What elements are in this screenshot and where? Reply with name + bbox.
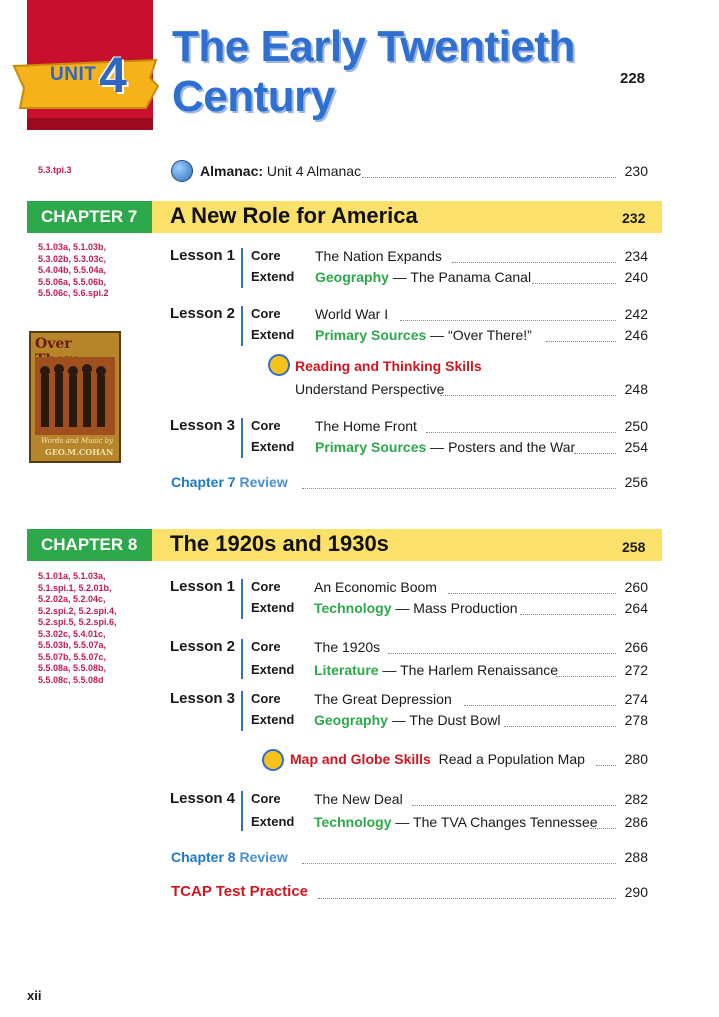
review-chapter: Chapter 7	[171, 474, 236, 490]
standard-line: 5.5.03b, 5.5.07a,	[38, 640, 107, 650]
dot-leader	[302, 488, 616, 489]
standard-line: 5.1.01a, 5.1.03a,	[38, 571, 106, 581]
core-page: 260	[624, 579, 648, 595]
chapter-7-review[interactable]	[171, 472, 288, 492]
standard-line: 5.3.02c, 5.4.01c,	[38, 628, 106, 639]
lesson-divider	[241, 791, 243, 831]
lesson-divider	[241, 418, 243, 458]
lesson-divider	[241, 639, 243, 679]
dot-leader	[590, 828, 616, 829]
extend-topic: Primary Sources	[315, 439, 427, 455]
extend-topic: Primary Sources	[315, 327, 427, 343]
extend-entry[interactable]	[314, 660, 558, 680]
almanac-label: Almanac:	[200, 163, 264, 179]
review-chapter: Chapter 8	[171, 849, 236, 865]
core-page: 234	[624, 248, 648, 264]
standard-line: 5.5.07b, 5.5.07c,	[38, 651, 107, 662]
dot-leader	[546, 341, 616, 342]
core-page: 274	[624, 691, 648, 707]
extend-label: Extend	[251, 814, 295, 829]
extend-entry[interactable]	[314, 710, 500, 730]
cover-author: GEO.M.COHAN	[45, 447, 114, 457]
extend-entry[interactable]	[315, 325, 532, 345]
core-label: Core	[251, 691, 281, 706]
soldiers-illustration-icon	[35, 357, 115, 435]
dot-leader	[426, 432, 616, 433]
skill-page: 280	[624, 751, 648, 767]
skill-text[interactable]: Understand Perspective	[295, 381, 445, 397]
lesson-divider	[241, 691, 243, 731]
core-title[interactable]: The Home Front	[315, 418, 417, 434]
extend-page: 264	[624, 600, 648, 616]
dot-leader	[440, 395, 616, 396]
chapter-8-title[interactable]: The 1920s and 1930s	[170, 531, 389, 556]
extend-topic: Geography	[315, 269, 389, 285]
skill-title[interactable]: Reading and Thinking Skills	[295, 358, 482, 374]
almanac-standard: 5.3.tpi.3	[38, 165, 72, 175]
dot-leader	[574, 453, 616, 454]
dot-leader	[520, 614, 616, 615]
map-skills-globe-icon	[262, 749, 284, 771]
lesson-label: Lesson 1	[170, 578, 236, 595]
extend-page: 246	[624, 327, 648, 343]
extend-entry[interactable]	[315, 437, 575, 457]
extend-topic: Geography	[314, 712, 388, 728]
extend-title: — The Panama Canal	[388, 269, 532, 285]
lesson-divider	[241, 579, 243, 619]
dot-leader	[532, 283, 616, 284]
cover-subtitle: Words and Music by	[41, 437, 114, 445]
globe-icon	[171, 160, 193, 182]
standard-line: 5.1.03a, 5.1.03b,	[38, 242, 107, 252]
page-number: xii	[27, 988, 42, 1003]
dot-leader	[596, 765, 616, 766]
extend-title: — The TVA Changes Tennessee	[391, 814, 598, 830]
extend-page: 286	[624, 814, 648, 830]
skill-title: Map and Globe Skills	[290, 751, 431, 767]
chapter-8-standards	[38, 571, 117, 686]
standard-line: 5.5.08c, 5.5.08d	[38, 674, 104, 685]
unit-title-line2: Century	[172, 72, 335, 121]
chapter-7-page: 232	[622, 210, 646, 226]
extend-label: Extend	[251, 600, 295, 615]
chapter-7-label: CHAPTER 7	[27, 201, 152, 233]
almanac-text: Unit 4 Almanac	[266, 163, 362, 179]
dot-leader	[388, 653, 616, 654]
almanac-entry[interactable]	[200, 161, 361, 181]
dot-leader	[448, 593, 616, 594]
chapter-7-standards	[38, 242, 109, 300]
core-label: Core	[251, 639, 281, 654]
extend-topic: Technology	[314, 814, 392, 830]
chapter-7-title[interactable]: A New Role for America	[170, 203, 418, 228]
chapter-7-review-page: 256	[624, 474, 648, 490]
standard-line: 5.5.06c, 5.6.spi.2	[38, 288, 109, 298]
review-word: Review	[235, 474, 288, 490]
extend-title: — Posters and the War	[426, 439, 576, 455]
reading-skills-badge-icon	[268, 354, 290, 376]
dot-leader	[504, 726, 616, 727]
unit-title	[172, 22, 575, 122]
skill-entry[interactable]	[290, 749, 585, 769]
standard-line: 5.1.spi.1, 5.2.01b,	[38, 582, 112, 593]
chapter-8-page: 258	[622, 539, 646, 555]
core-label: Core	[251, 418, 281, 433]
lesson-label: Lesson 1	[170, 247, 236, 264]
extend-label: Extend	[251, 439, 295, 454]
tcap-test-practice[interactable]: TCAP Test Practice	[171, 883, 308, 900]
extend-topic: Literature	[314, 662, 379, 678]
unit-title-line1: The Early Twentieth	[172, 22, 575, 71]
extend-entry[interactable]	[314, 812, 598, 832]
lesson-divider	[241, 248, 243, 288]
extend-label: Extend	[251, 269, 295, 284]
core-page: 242	[624, 306, 648, 322]
dot-leader	[412, 805, 616, 806]
banner-stripe	[27, 118, 153, 130]
core-title[interactable]: The Nation Expands	[315, 248, 442, 264]
review-word: Review	[235, 849, 288, 865]
dot-leader	[400, 320, 616, 321]
unit-number: 4	[99, 47, 127, 103]
core-label: Core	[251, 579, 281, 594]
core-label: Core	[251, 791, 281, 806]
extend-title: — Mass Production	[391, 600, 518, 616]
core-title[interactable]: An Economic Boom	[314, 579, 437, 595]
extend-page: 240	[624, 269, 648, 285]
standard-line: 5.3.02b, 5.3.03c,	[38, 253, 107, 264]
extend-topic: Technology	[314, 600, 392, 616]
dot-leader	[464, 705, 616, 706]
standard-line: 5.2.spi.5, 5.2.spi.6,	[38, 617, 117, 627]
lesson-label: Lesson 2	[170, 305, 236, 322]
almanac-page: 230	[624, 163, 648, 179]
lesson-label: Lesson 3	[170, 417, 236, 434]
extend-title: — The Harlem Renaissance	[378, 662, 559, 678]
chapter-8-label: CHAPTER 8	[27, 529, 152, 561]
skill-text: Read a Population Map	[438, 751, 585, 767]
extend-page: 278	[624, 712, 648, 728]
extend-page: 272	[624, 662, 648, 678]
tcap-page: 290	[624, 884, 648, 900]
standard-line: 5.5.06a, 5.5.06b,	[38, 276, 107, 287]
dot-leader	[452, 262, 616, 263]
extend-title: — “Over There!”	[426, 327, 532, 343]
extend-entry[interactable]	[314, 598, 518, 618]
core-title[interactable]: The 1920s	[314, 639, 381, 655]
lesson-label: Lesson 4	[170, 790, 236, 807]
unit-page: 228	[620, 70, 646, 87]
extend-page: 254	[624, 439, 648, 455]
extend-label: Extend	[251, 712, 295, 727]
dot-leader	[362, 177, 616, 178]
extend-label: Extend	[251, 662, 295, 677]
standard-line: 5.5.08a, 5.5.08b,	[38, 663, 107, 673]
over-there-cover-image	[29, 331, 121, 463]
skill-page: 248	[624, 381, 648, 397]
dot-leader	[302, 863, 616, 864]
core-title[interactable]: World War I	[315, 306, 389, 322]
lesson-label: Lesson 2	[170, 638, 236, 655]
chapter-8-review-page: 288	[624, 849, 648, 865]
dot-leader	[556, 676, 616, 677]
unit-word: UNIT	[50, 64, 97, 85]
core-label: Core	[251, 306, 281, 321]
extend-entry[interactable]	[315, 267, 531, 287]
lesson-label: Lesson 3	[170, 690, 236, 707]
standard-line: 5.2.02a, 5.2.04c,	[38, 594, 106, 604]
dot-leader	[318, 898, 616, 899]
core-title[interactable]: The New Deal	[314, 791, 403, 807]
chapter-8-review[interactable]	[171, 847, 288, 867]
extend-title: — The Dust Bowl	[387, 712, 501, 728]
standard-line: 5.2.spi.2, 5.2.spi.4,	[38, 605, 117, 616]
core-label: Core	[251, 248, 281, 263]
lesson-divider	[241, 306, 243, 346]
core-page: 250	[624, 418, 648, 434]
extend-label: Extend	[251, 327, 295, 342]
core-title[interactable]: The Great Depression	[314, 691, 452, 707]
core-page: 266	[624, 639, 648, 655]
core-page: 282	[624, 791, 648, 807]
standard-line: 5.4.04b, 5.5.04a,	[38, 265, 107, 275]
cover-title: Over	[35, 336, 72, 352]
